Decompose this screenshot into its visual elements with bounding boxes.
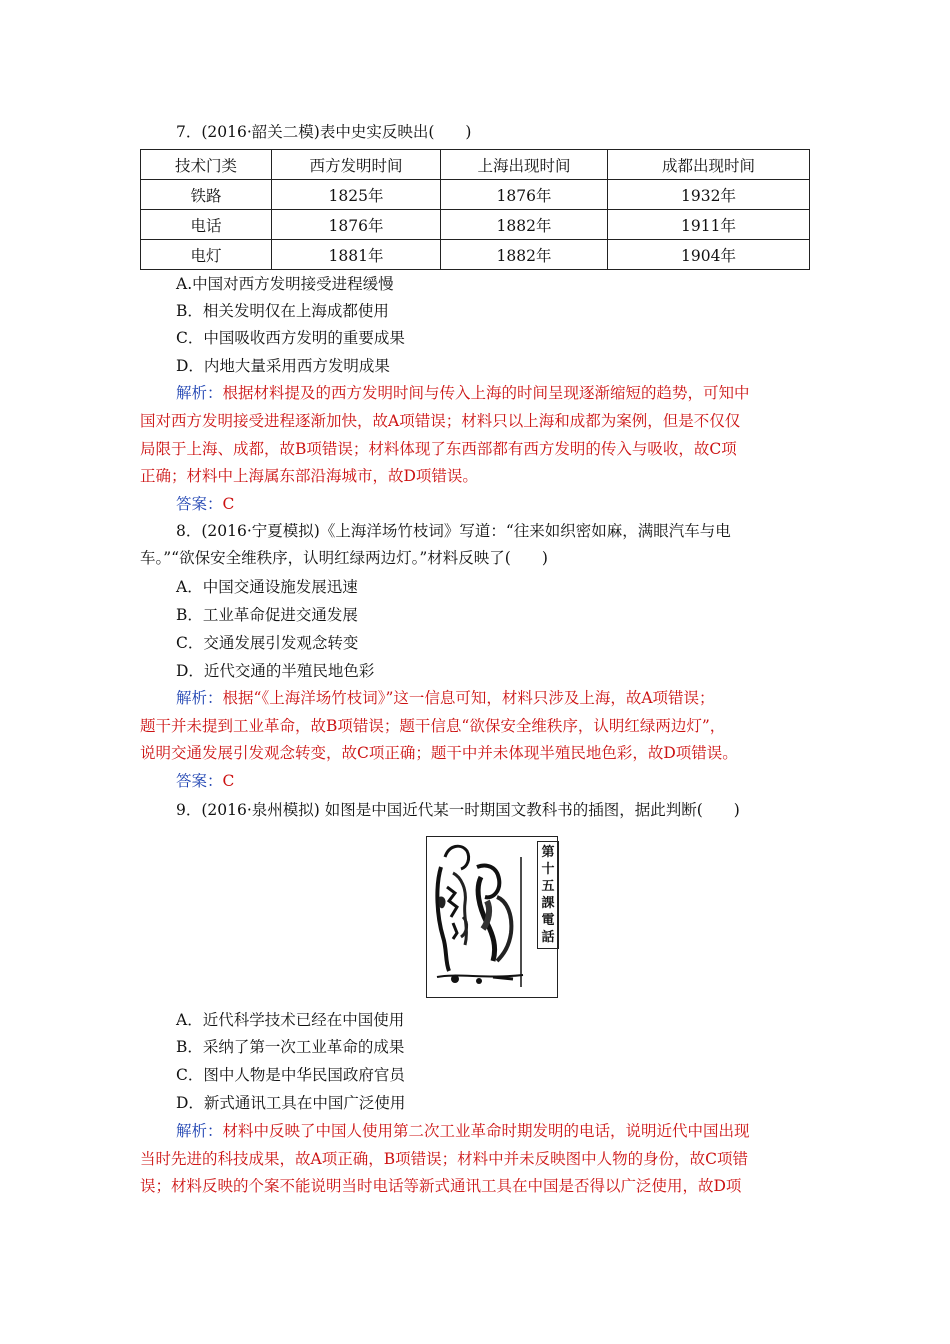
analysis-label: 解析： — [176, 689, 223, 707]
q9-option-a: A．近代科学技术已经在中国使用 — [176, 1011, 405, 1029]
analysis-label: 解析： — [176, 1122, 223, 1140]
q9-analysis-line-3: 误；材料反映的个案不能说明当时电话等新式通讯工具在中国是否得以广泛使用，故D项 — [140, 1177, 742, 1195]
q8-stem-line-1: 8．(2016·宁夏模拟)《上海洋场竹枝词》写道：“往来如织密如麻，满眼汽车与电 — [176, 522, 731, 540]
analysis-text: 根据材料提及的西方发明时间与传入上海的时间呈现逐渐缩短的趋势，可知中 — [222, 384, 750, 402]
table-cell: 1904年 — [608, 240, 810, 270]
q7-option-b: B．相关发明仅在上海成都使用 — [176, 302, 389, 320]
analysis-text: 根据“《上海洋场竹枝词》”这一信息可知，材料只涉及上海，故A项错误； — [222, 689, 715, 707]
q9-option-d: D．新式通讯工具在中国广泛使用 — [176, 1094, 406, 1112]
table-cell: 1876年 — [441, 180, 608, 210]
table-cell: 1932年 — [608, 180, 810, 210]
q8-answer — [176, 770, 234, 792]
analysis-label: 解析： — [176, 384, 223, 402]
table-header: 上海出现时间 — [441, 150, 608, 180]
q7-option-d: D．内地大量采用西方发明成果 — [176, 357, 390, 375]
q7-analysis-line-3: 局限于上海、成都，故B项错误；材料体现了东西部都有西方发明的传入与吸收，故C项 — [140, 440, 737, 458]
q7-analysis-line-4: 正确；材料中上海属东部沿海城市，故D项错误。 — [140, 467, 478, 485]
q8-option-c: C．交通发展引发观念转变 — [176, 634, 359, 652]
table-cell: 1911年 — [608, 210, 810, 240]
q8-option-b: B．工业革命促进交通发展 — [176, 606, 358, 624]
q8-option-d: D．近代交通的半殖民地色彩 — [176, 662, 375, 680]
q8-analysis-line-2: 题干并未提到工业革命，故B项错误；题干信息“欲保安全维秩序，认明红绿两边灯”， — [140, 717, 726, 735]
figure-caption: 第十五課電話 — [537, 841, 559, 949]
table-row — [141, 240, 810, 270]
q7-option-a: A.中国对西方发明接受进程缓慢 — [176, 275, 394, 293]
q9-analysis-line-1 — [176, 1120, 750, 1142]
q9-analysis-line-2: 当时先进的科技成果，故A项正确，B项错误；材料中并未反映图中人物的身份，故C项错 — [140, 1150, 748, 1168]
table-cell: 1882年 — [441, 240, 608, 270]
q9-option-c: C．图中人物是中华民国政府官员 — [176, 1066, 405, 1084]
textbook-illustration — [426, 836, 558, 998]
q7-option-c: C．中国吸收西方发明的重要成果 — [176, 329, 405, 347]
analysis-text: 材料中反映了中国人使用第二次工业革命时期发明的电话，说明近代中国出现 — [222, 1122, 750, 1140]
tech-table — [140, 149, 810, 270]
q8-analysis-line-1 — [176, 687, 715, 709]
answer-label: 答案： — [176, 495, 223, 513]
answer-label: 答案： — [176, 772, 223, 790]
q7-analysis-line-1 — [176, 382, 750, 404]
answer-value: C — [222, 495, 235, 513]
q7-stem: 7．(2016·韶关二模)表中史实反映出( ) — [176, 123, 472, 141]
table-cell: 1882年 — [441, 210, 608, 240]
telephone-user-illustration — [427, 837, 535, 995]
table-cell: 1881年 — [272, 240, 441, 270]
table-header: 技术门类 — [141, 150, 272, 180]
table-header: 西方发明时间 — [272, 150, 441, 180]
table-cell: 电灯 — [141, 240, 272, 270]
q8-stem-line-2: 车。”“欲保安全维秩序，认明红绿两边灯。”材料反映了( ) — [140, 549, 548, 567]
answer-value: C — [222, 772, 235, 790]
table-row — [141, 210, 810, 240]
table-cell: 1825年 — [272, 180, 441, 210]
q9-option-b: B．采纳了第一次工业革命的成果 — [176, 1038, 405, 1056]
q8-option-a: A．中国交通设施发展迅速 — [176, 578, 358, 596]
table-row — [141, 180, 810, 210]
table-cell: 电话 — [141, 210, 272, 240]
q7-answer — [176, 493, 234, 515]
q7-analysis-line-2: 国对西方发明接受进程逐渐加快，故A项错误；材料只以上海和成都为案例，但是不仅仅 — [140, 412, 741, 430]
table-cell: 铁路 — [141, 180, 272, 210]
table-header: 成都出现时间 — [608, 150, 810, 180]
q8-analysis-line-3: 说明交通发展引发观念转变，故C项正确；题干中并未体现半殖民地色彩，故D项错误。 — [140, 744, 738, 762]
q9-stem: 9．(2016·泉州模拟) 如图是中国近代某一时期国文教科书的插图，据此判断( ) — [176, 801, 740, 819]
table-cell: 1876年 — [272, 210, 441, 240]
table-header-row — [141, 150, 810, 180]
